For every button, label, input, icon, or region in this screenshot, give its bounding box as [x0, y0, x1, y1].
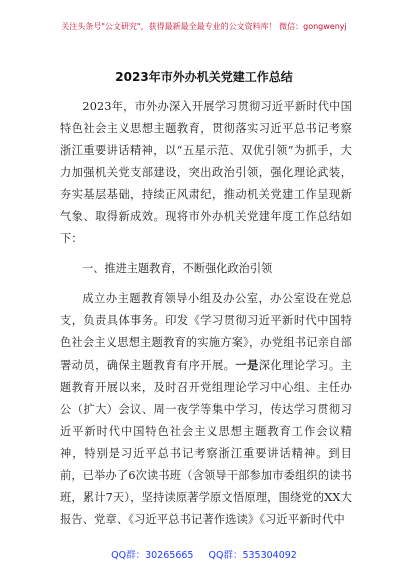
qq-group-2: QQ群：535304092 [208, 550, 297, 561]
qq-group-1: QQ群：30265665 [111, 550, 194, 561]
footer-contacts [0, 550, 408, 562]
document-title: 2023年市外办机关党建工作总结 [115, 70, 293, 84]
section-heading: 一、推进主题教育，不断强化政治引领 [82, 262, 273, 275]
promo-banner: 关注头条号"公文研究"，获得最新最全最专业的公文资料库！ 微信：gongwenyj [61, 22, 347, 31]
bold-marker: 一是 [235, 358, 259, 372]
paragraph-text: 成立办主题教育领导小组及办公室，办公室设在党总支，负责具体事务。印发《学习贯彻习近平新时代中国特色社会主义思想主题教育的实施方案》，办党组书记亲自部署动员，确保主题教育有序开展。 [60, 292, 352, 372]
intro-paragraph: 2023年，市外办深入开展学习贯彻习近平新时代中国特色社会主义思想主题教育，贯彻落实习近平总书记考察浙江重要讲话精神，以“五星示范、双优引领”为抓手，大力加强机关党支部建设，突出政治引领，强化理论武装，夯实基层基础，持续正风肃纪，推动机关党建工作呈现新气象、取得新成效。现将市外办机关党建年度工作总结如下： [60, 100, 352, 245]
section-paragraph [60, 288, 352, 531]
paragraph-text-continued: 深化理论学习。主题教育开展以来，及时召开党组理论学习中心组、主任办公（扩大）会议、周一夜学等集中学习，传达学习贯彻习近平新时代中国特色社会主义思想主题教育工作会议精神，特别是习近平总书记考察浙江重要讲话精神。到目前，已举办了6次读书班（含领导干部参加市委组织的读书班，累计7天），坚持读原著学原文悟原理，围绕党的XX大报告、党章、《习近平总书记著作选读》《习近平新时代中 [60, 359, 353, 526]
